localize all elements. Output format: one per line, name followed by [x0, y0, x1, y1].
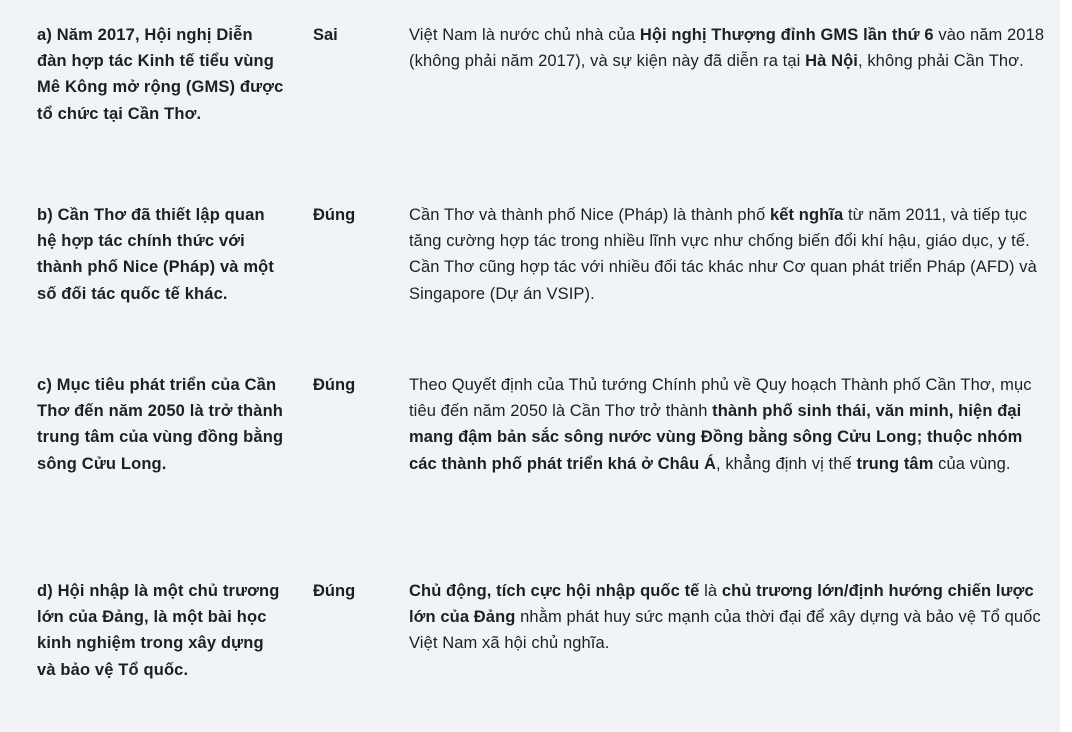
- explanation-emphasis: thành phố sinh thái, văn minh, hiện đại mang đậm bản sắc sông nước vùng Đồng bằng sông Cửu Long; thuộc nhóm các thành phố phát triển khá ở Châu Á: [409, 402, 1023, 473]
- explanation-segment: Việt Nam là nước chủ nhà của: [409, 26, 640, 44]
- explanation-text: [409, 22, 1049, 74]
- explanation-text: [409, 578, 1049, 657]
- explanation-segment: Theo Quyết định của Thủ tướng Chính phủ về Quy hoạch Thành phố Cần Thơ, mục tiêu đến năm 2050 là Cần Thơ trở thành: [409, 376, 1032, 421]
- page-edge: [1060, 0, 1072, 732]
- explanation-emphasis: trung tâm: [856, 454, 934, 473]
- explanation-segment: là: [699, 582, 722, 600]
- explanation-text: [409, 372, 1049, 477]
- explanation-emphasis: chủ trương lớn/định hướng chiến lược lớn của Đảng: [409, 582, 1034, 627]
- explanation-emphasis: Hà Nội: [805, 52, 858, 71]
- explanation-emphasis: kết nghĩa: [769, 206, 844, 224]
- claim-text: a) Năm 2017, Hội nghị Diễn đàn hợp tác Kinh tế tiểu vùng Mê Kông mở rộng (GMS) được tổ chức tại Cần Thơ.: [37, 26, 284, 123]
- explanation-segment: , khẳng định vị thế: [715, 454, 857, 473]
- explanation-segment: , không phải Cần Thơ.: [857, 52, 1024, 71]
- explanation-emphasis: Hội nghị Thượng đỉnh GMS lần thứ 6: [639, 26, 934, 44]
- claim-text: b) Cần Thơ đã thiết lập quan hệ hợp tác chính thức với thành phố Nice (Pháp) và một số đối tác quốc tế khác.: [37, 206, 275, 303]
- explanation-segment: nhằm phát huy sức mạnh của thời đại để xây dựng và bảo vệ Tổ quốc Việt Nam xã hội chủ nghĩa.: [409, 608, 1041, 653]
- verdict-label: Sai: [313, 26, 338, 44]
- explanation-segment: Cần Thơ và thành phố Nice (Pháp) là thành phố: [409, 206, 770, 224]
- explanation-emphasis: Chủ động, tích cực hội nhập quốc tế: [409, 582, 700, 600]
- explanation-segment: của vùng.: [933, 454, 1011, 473]
- claim-text: c) Mục tiêu phát triển của Cần Thơ đến năm 2050 là trở thành trung tâm của vùng đồng bằng sông Cửu Long.: [37, 376, 284, 473]
- explanation-text: [409, 202, 1049, 307]
- claim-text: d) Hội nhập là một chủ trương lớn của Đảng, là một bài học kinh nghiệm trong xây dựng và bảo vệ Tổ quốc.: [37, 582, 280, 679]
- verdict-label: Đúng: [313, 582, 356, 600]
- explanation-segment: từ năm 2011, và tiếp tục tăng cường hợp tác trong nhiều lĩnh vực như chống biến đổi khí hậu, giáo dục, y tế. Cần Thơ cũng hợp tác với nhiều đối tác khác như Cơ quan phát triển Pháp (AFD) và Singapore (Dự án VSIP).: [409, 206, 1037, 303]
- verdict-label: Đúng: [313, 376, 356, 394]
- verdict-label: Đúng: [313, 206, 356, 224]
- explanation-segment: vào năm 2018 (không phải năm 2017), và sự kiện này đã diễn ra tại: [409, 26, 1045, 71]
